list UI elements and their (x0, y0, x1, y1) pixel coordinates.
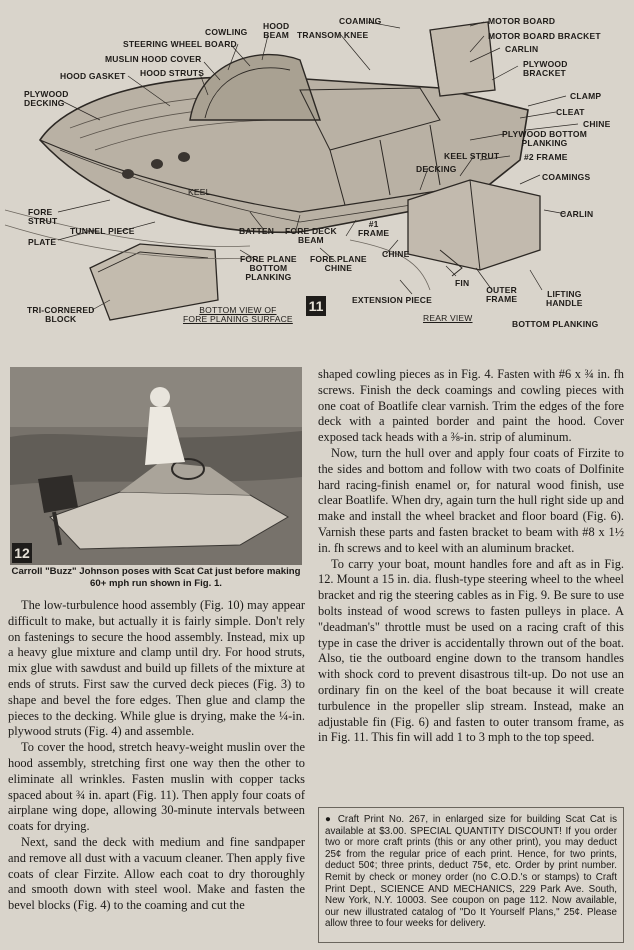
label-fin: FIN (455, 278, 470, 288)
label-fore-deck-beam: FORE DECK BEAM (285, 226, 337, 245)
label-rear-view: REAR VIEW (423, 313, 473, 323)
label-hood-gasket: HOOD GASKET (60, 71, 126, 81)
boat-photo-drawing (10, 367, 302, 565)
label-hood-beam: HOOD BEAM (263, 21, 290, 40)
left-column (8, 598, 305, 914)
label-cleat: CLEAT (556, 107, 585, 117)
paragraph: To cover the hood, stretch heavy-weight muslin over the hood assembly, stretching first one way then the other to eliminate all wrinkles. Fasten muslin with copper tacks spaced about ¾ in. apart (Fig. 11). Then apply four coats of airplane wing dope, allowing 30-minute intervals between coats for drying. (8, 740, 305, 834)
label-chine-right: CHINE (583, 119, 611, 129)
label-tri-cornered-block: TRI-CORNERED BLOCK (27, 305, 95, 324)
label-bottom-view: BOTTOM VIEW OF FORE PLANING SURFACE (183, 305, 293, 324)
label-fore-strut: FORE STRUT (28, 207, 58, 226)
label-fore-plane-bottom-planking: FORE PLANE BOTTOM PLANKING (240, 254, 297, 282)
label-tunnel-piece: TUNNEL PIECE (70, 226, 135, 236)
label-transom-knee: TRANSOM KNEE (297, 30, 369, 40)
label-coamings: COAMINGS (542, 172, 591, 182)
paragraph: Now, turn the hull over and apply four coats of Firzite to the sides and bottom and follow with two coats of Dolfinite hard racing-finish enamel or, for natural wood finish, use clear Boatlife. When dry, again turn the hull right side up and make and install the wheel bracket and floor board (Fig. 6). Varnish these parts and fasten bracket to beam with #8 x 1½ in. fh screws and to keel with an aluminum bracket. (318, 445, 624, 555)
label-cowling: COWLING (205, 27, 248, 37)
label-clamp: CLAMP (570, 91, 602, 101)
label-chine-mid: CHINE (382, 249, 410, 259)
label-plywood-decking: PLYWOOD DECKING (24, 89, 69, 108)
notice-text: ● Craft Print No. 267, in enlarged size for building Scat Cat is available at $3.00. SPECIAL QUANTITY DISCOUNT! If you order two or more craft prints (this or any other print), you may deduct 25¢ from the regular price of each print. Hence, for two prints, deduct 50¢; three prints, deduct 75¢, etc. Order by print number. Remit by check or money order (no C.O.D.'s or stamps) to Craft Print Dept., SCIENCE AND MECHANICS, 229 Park Ave. South, New York, N.Y. 10003. See coupon on page 112. Now available, our new illustrated catalog of "Do It Yourself Plans," 25¢. Please allow three to four weeks for delivery. (325, 814, 617, 930)
label-keel-strut: KEEL STRUT (444, 151, 500, 161)
figure-12-photo (10, 367, 302, 565)
label-extension-piece: EXTENSION PIECE (352, 295, 432, 305)
label-batten: BATTEN (239, 226, 275, 236)
figure-11-number: 11 (306, 296, 326, 316)
label-hood-struts: HOOD STRUTS (140, 68, 205, 78)
label-motor-board-bracket: MOTOR BOARD BRACKET (488, 31, 601, 41)
label-plywood-bottom-planking: PLYWOOD BOTTOM PLANKING (502, 129, 587, 148)
label-plate: PLATE (28, 237, 57, 247)
label-frame2: #2 FRAME (524, 152, 568, 162)
label-motor-board: MOTOR BOARD (488, 16, 556, 26)
label-plywood-bracket: PLYWOOD BRACKET (523, 59, 568, 78)
label-muslin-hood-cover: MUSLIN HOOD COVER (105, 54, 202, 64)
label-lifting-handle: LIFTING HANDLE (546, 289, 583, 308)
figure-12-caption: Carroll "Buzz" Johnson poses with Scat Cat just before making 60+ mph run shown in Fig. 1. (11, 566, 301, 589)
paragraph: shaped cowling pieces as in Fig. 4. Fasten with #6 x ¾ in. fh screws. Finish the deck coamings and cowling pieces with one coat of Boatlife clear varnish. Trim the edges of the fore deck with a painted border and paint the hood. Cover exposed tack heads with a ⅜-in. strip of aluminum. (318, 367, 624, 445)
label-frame1: #1 FRAME (358, 219, 390, 238)
craft-print-notice (318, 807, 624, 943)
figure-11-illustration (0, 0, 634, 362)
paragraph: To carry your boat, mount handles fore and aft as in Fig. 12. Mount a 15 in. dia. flush-type steering wheel to the wheel bracket and rig the steering cables as in Fig. 9. Be sure to use bolts instead of wood screws to fasten pulleys in place. A "deadman's" throttle must be used on a racing craft of this type in case the driver is accidentally thrown out of the boat. Also, tie the outboard engine down to the transom handles with shock cord to prevent disastrous tilt-up. Do not use an ordinary fin on the keel of the boat because it will create turbulence in the propeller slip stream. Instead, make an adjustable fin (Fig. 6) and fasten to outer transom frame, as in Fig. 11. This fin will add 1 to 3 mph to the top speed. (318, 556, 624, 745)
paragraph: Next, sand the deck with medium and fine sandpaper and remove all dust with a vacuum cleaner. Then apply five coats of clear Firzite. Allow each coat to dry thoroughly and smooth down with steel wool. Make and fasten the bevel blocks (Fig. 4) to the coaming and cut the (8, 834, 305, 913)
label-keel: KEEL (188, 187, 211, 197)
label-decking: DECKING (416, 164, 457, 174)
label-carlin-top: CARLIN (505, 44, 539, 54)
label-bottom-planking: BOTTOM PLANKING (512, 319, 599, 329)
label-coaming: COAMING (339, 16, 382, 26)
right-column (318, 367, 624, 746)
label-steering-wheel-board: STEERING WHEEL BOARD (123, 39, 237, 49)
label-carlin-right: CARLIN (560, 209, 594, 219)
label-outer-frame: OUTER FRAME (486, 285, 518, 304)
paragraph: The low-turbulence hood assembly (Fig. 10) may appear difficult to make, but actually it is fairly simple. Don't rely on fastenings to secure the hood assembly. Instead, mix up a heavy glue mixture and clamp until dry. For hood struts, mix glue with sawdust and build up fillets of the mixture at ends of struts. First saw the curved deck pieces (Fig. 3) to shape and bevel the fore edges. Then glue and clamp the pieces to the decking. While glue is drying, make the ¼-in. plywood struts (Fig. 4) and assemble. (8, 598, 305, 739)
label-fore-plane-chine: FORE PLANE CHINE (310, 254, 367, 273)
figure-12-number: 12 (12, 543, 32, 563)
